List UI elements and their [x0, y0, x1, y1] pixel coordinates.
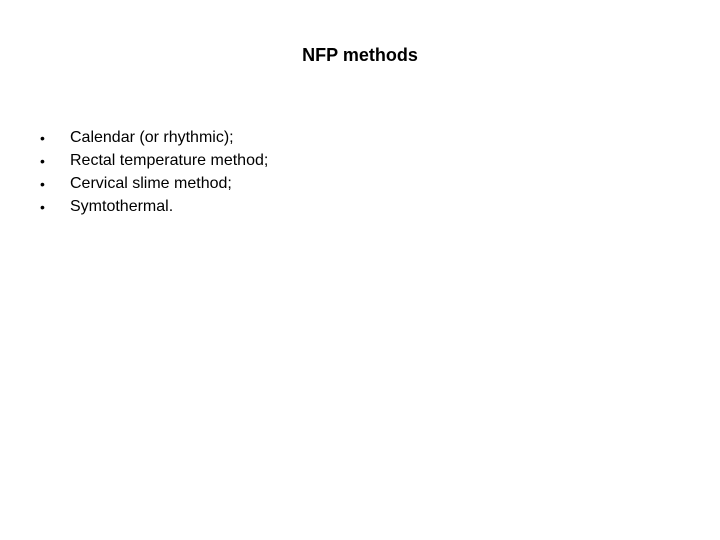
- slide-title: NFP methods: [302, 45, 418, 65]
- list-item-text: Cervical slime method;: [70, 175, 232, 192]
- bullet-icon: •: [40, 199, 45, 215]
- bullet-icon: •: [40, 130, 45, 146]
- bullet-icon: •: [40, 176, 45, 192]
- list-item-text: Calendar (or rhythmic);: [70, 129, 234, 146]
- list-item-text: Symtothermal.: [70, 198, 174, 215]
- bullet-icon: •: [40, 153, 45, 169]
- list-item-text: Rectal temperature method;: [70, 152, 269, 169]
